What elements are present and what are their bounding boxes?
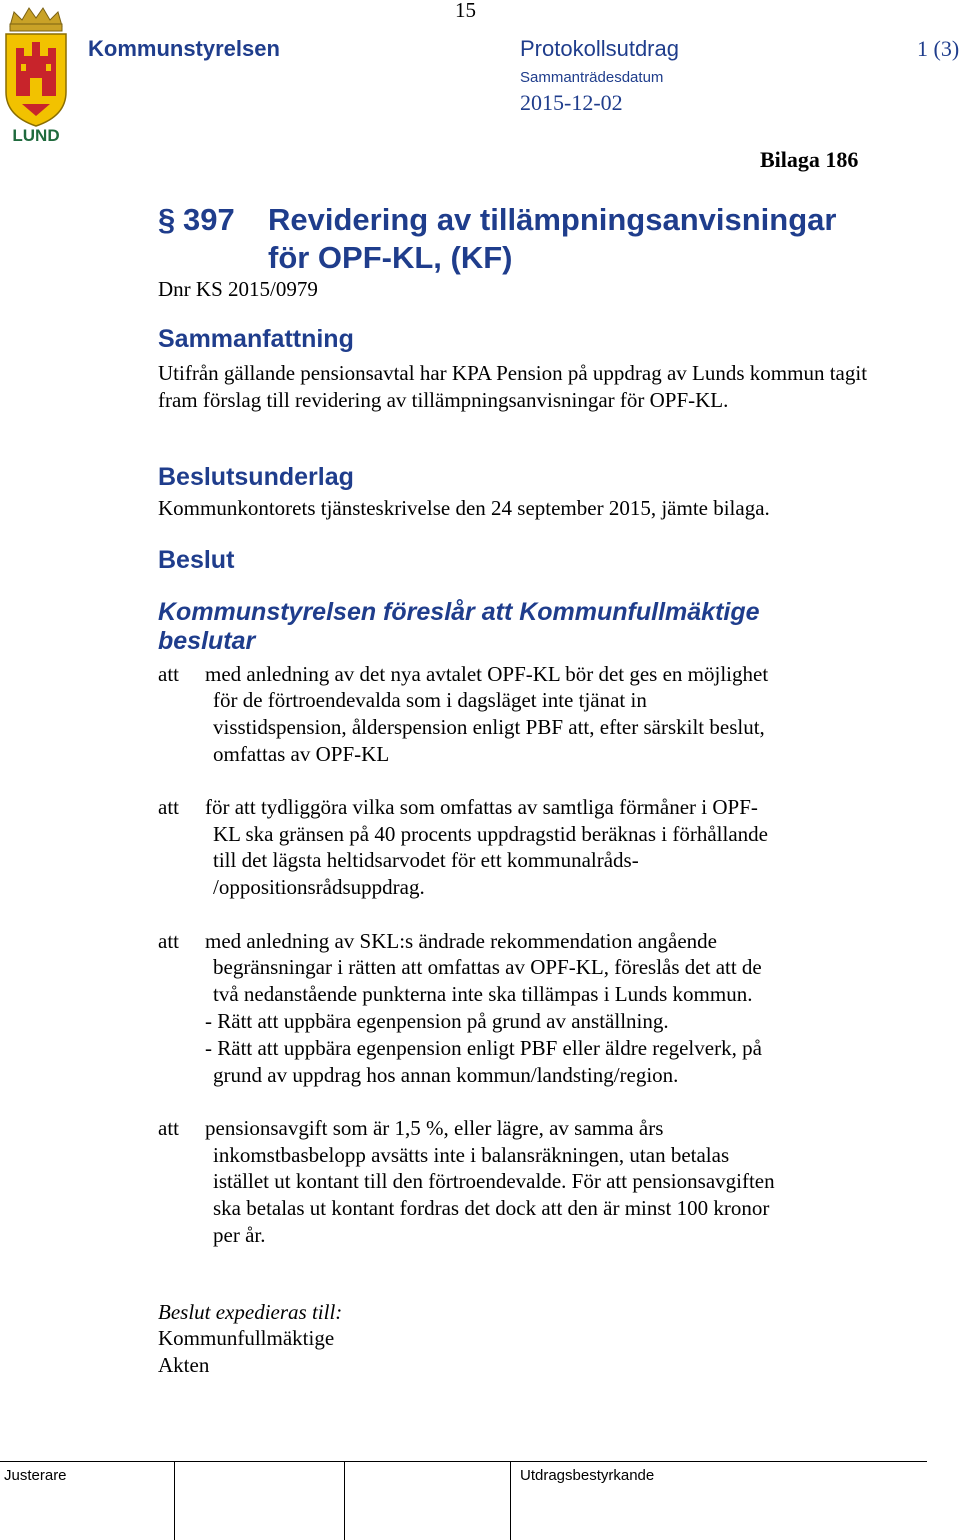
adjuster-label: Justerare <box>4 1467 67 1484</box>
decision-item-label: att <box>158 1116 179 1140</box>
section-mark: § <box>158 202 176 237</box>
footer-cell-divider <box>174 1461 175 1540</box>
decision-item-line: per år. <box>213 1223 266 1247</box>
meeting-date-value: 2015-12-02 <box>520 90 623 115</box>
decision-item-line: /oppositionsrådsuppdrag. <box>213 875 425 899</box>
decision-item-line: till det lägsta heltidsarvodet för ett kommunalråds- <box>213 848 639 872</box>
decision-item-line: med anledning av det nya avtalet OPF-KL bör det ges en möjlighet <box>205 662 769 686</box>
page-title-line-2: för OPF-KL, (KF) <box>268 240 513 275</box>
decision-item-line: - Rätt att uppbära egenpension på grund av anställning. <box>205 1009 669 1033</box>
decision-item-line: visstidspension, ålderspension enligt PBF att, efter särskilt beslut, <box>213 715 765 739</box>
decision-item-line: - Rätt att uppbära egenpension enligt PBF eller äldre regelverk, på <box>205 1036 762 1060</box>
decision-item-line: grund av uppdrag hos annan kommun/landsting/region. <box>213 1063 679 1087</box>
case-number: Dnr KS 2015/0979 <box>158 277 318 301</box>
page-count: 1 (3) <box>917 36 960 61</box>
decision-heading: Beslut <box>158 546 235 574</box>
footer-divider <box>0 1461 927 1462</box>
basis-heading: Beslutsunderlag <box>158 463 354 491</box>
decision-item-label: att <box>158 929 179 953</box>
distribution-label: Beslut expedieras till: <box>158 1300 343 1324</box>
summary-text: Utifrån gällande pensionsavtal har KPA Pension på uppdrag av Lunds kommun tagit fram förslag till revidering av tillämpningsanvisningar för OPF-KL. <box>158 361 868 412</box>
meeting-date-label: Sammanträdesdatum <box>520 69 664 86</box>
footer-cell-divider <box>510 1461 511 1540</box>
decision-item-line: pensionsavgift som är 1,5 %, eller lägre, av samma års <box>205 1116 664 1140</box>
decision-item-label: att <box>158 662 179 686</box>
decision-item-line: omfattas av OPF-KL <box>213 742 390 766</box>
attestation-label: Utdragsbestyrkande <box>520 1467 655 1484</box>
section-number: 397 <box>183 202 235 237</box>
footer-cell-divider <box>344 1461 345 1540</box>
decision-item-line: begränsningar i rätten att omfattas av OPF-KL, föreslås det att de <box>213 955 762 979</box>
decision-item-line: två nedanstående punkterna inte ska tillämpas i Lunds kommun. <box>213 982 753 1006</box>
decision-item-line: för att tydliggöra vilka som omfattas av samtliga förmåner i OPF- <box>205 795 758 819</box>
distribution-recipient: Akten <box>158 1353 210 1377</box>
page-title-line-1: Revidering av tillämpningsanvisningar <box>268 202 837 237</box>
distribution-recipient: Kommunfullmäktige <box>158 1326 335 1350</box>
basis-text: Kommunkontorets tjänsteskrivelse den 24 september 2015, jämte bilaga. <box>158 496 770 520</box>
logo-text: LUND <box>12 126 60 145</box>
organization-name: Kommunstyrelsen <box>88 36 280 61</box>
decision-item-line: KL ska gränsen på 40 procents uppdragstid beräknas i förhållande <box>213 822 768 846</box>
appendix-label: Bilaga 186 <box>760 147 859 172</box>
decision-item-line: för de förtroendevalda som i dagsläget inte tjänat in <box>213 688 647 712</box>
proposal-heading: Kommunstyrelsen föreslår att Kommunfullmäktige beslutar <box>158 598 760 655</box>
decision-item-line: inkomstbasbelopp avsätts inte i balansräkningen, utan betalas <box>213 1143 730 1167</box>
document-type: Protokollsutdrag <box>520 36 679 61</box>
page-number: 15 <box>455 0 476 22</box>
decision-item-line: ska betalas ut kontant fordras det dock att den är minst 100 kronor <box>213 1196 770 1220</box>
decision-item-line: istället ut kontant till den förtroendevalde. För att pensionsavgiften <box>213 1169 775 1193</box>
decision-item-label: att <box>158 795 179 819</box>
summary-heading: Sammanfattning <box>158 325 354 353</box>
lund-coat-of-arms-icon <box>2 4 70 150</box>
decision-item-line: med anledning av SKL:s ändrade rekommendation angående <box>205 929 717 953</box>
